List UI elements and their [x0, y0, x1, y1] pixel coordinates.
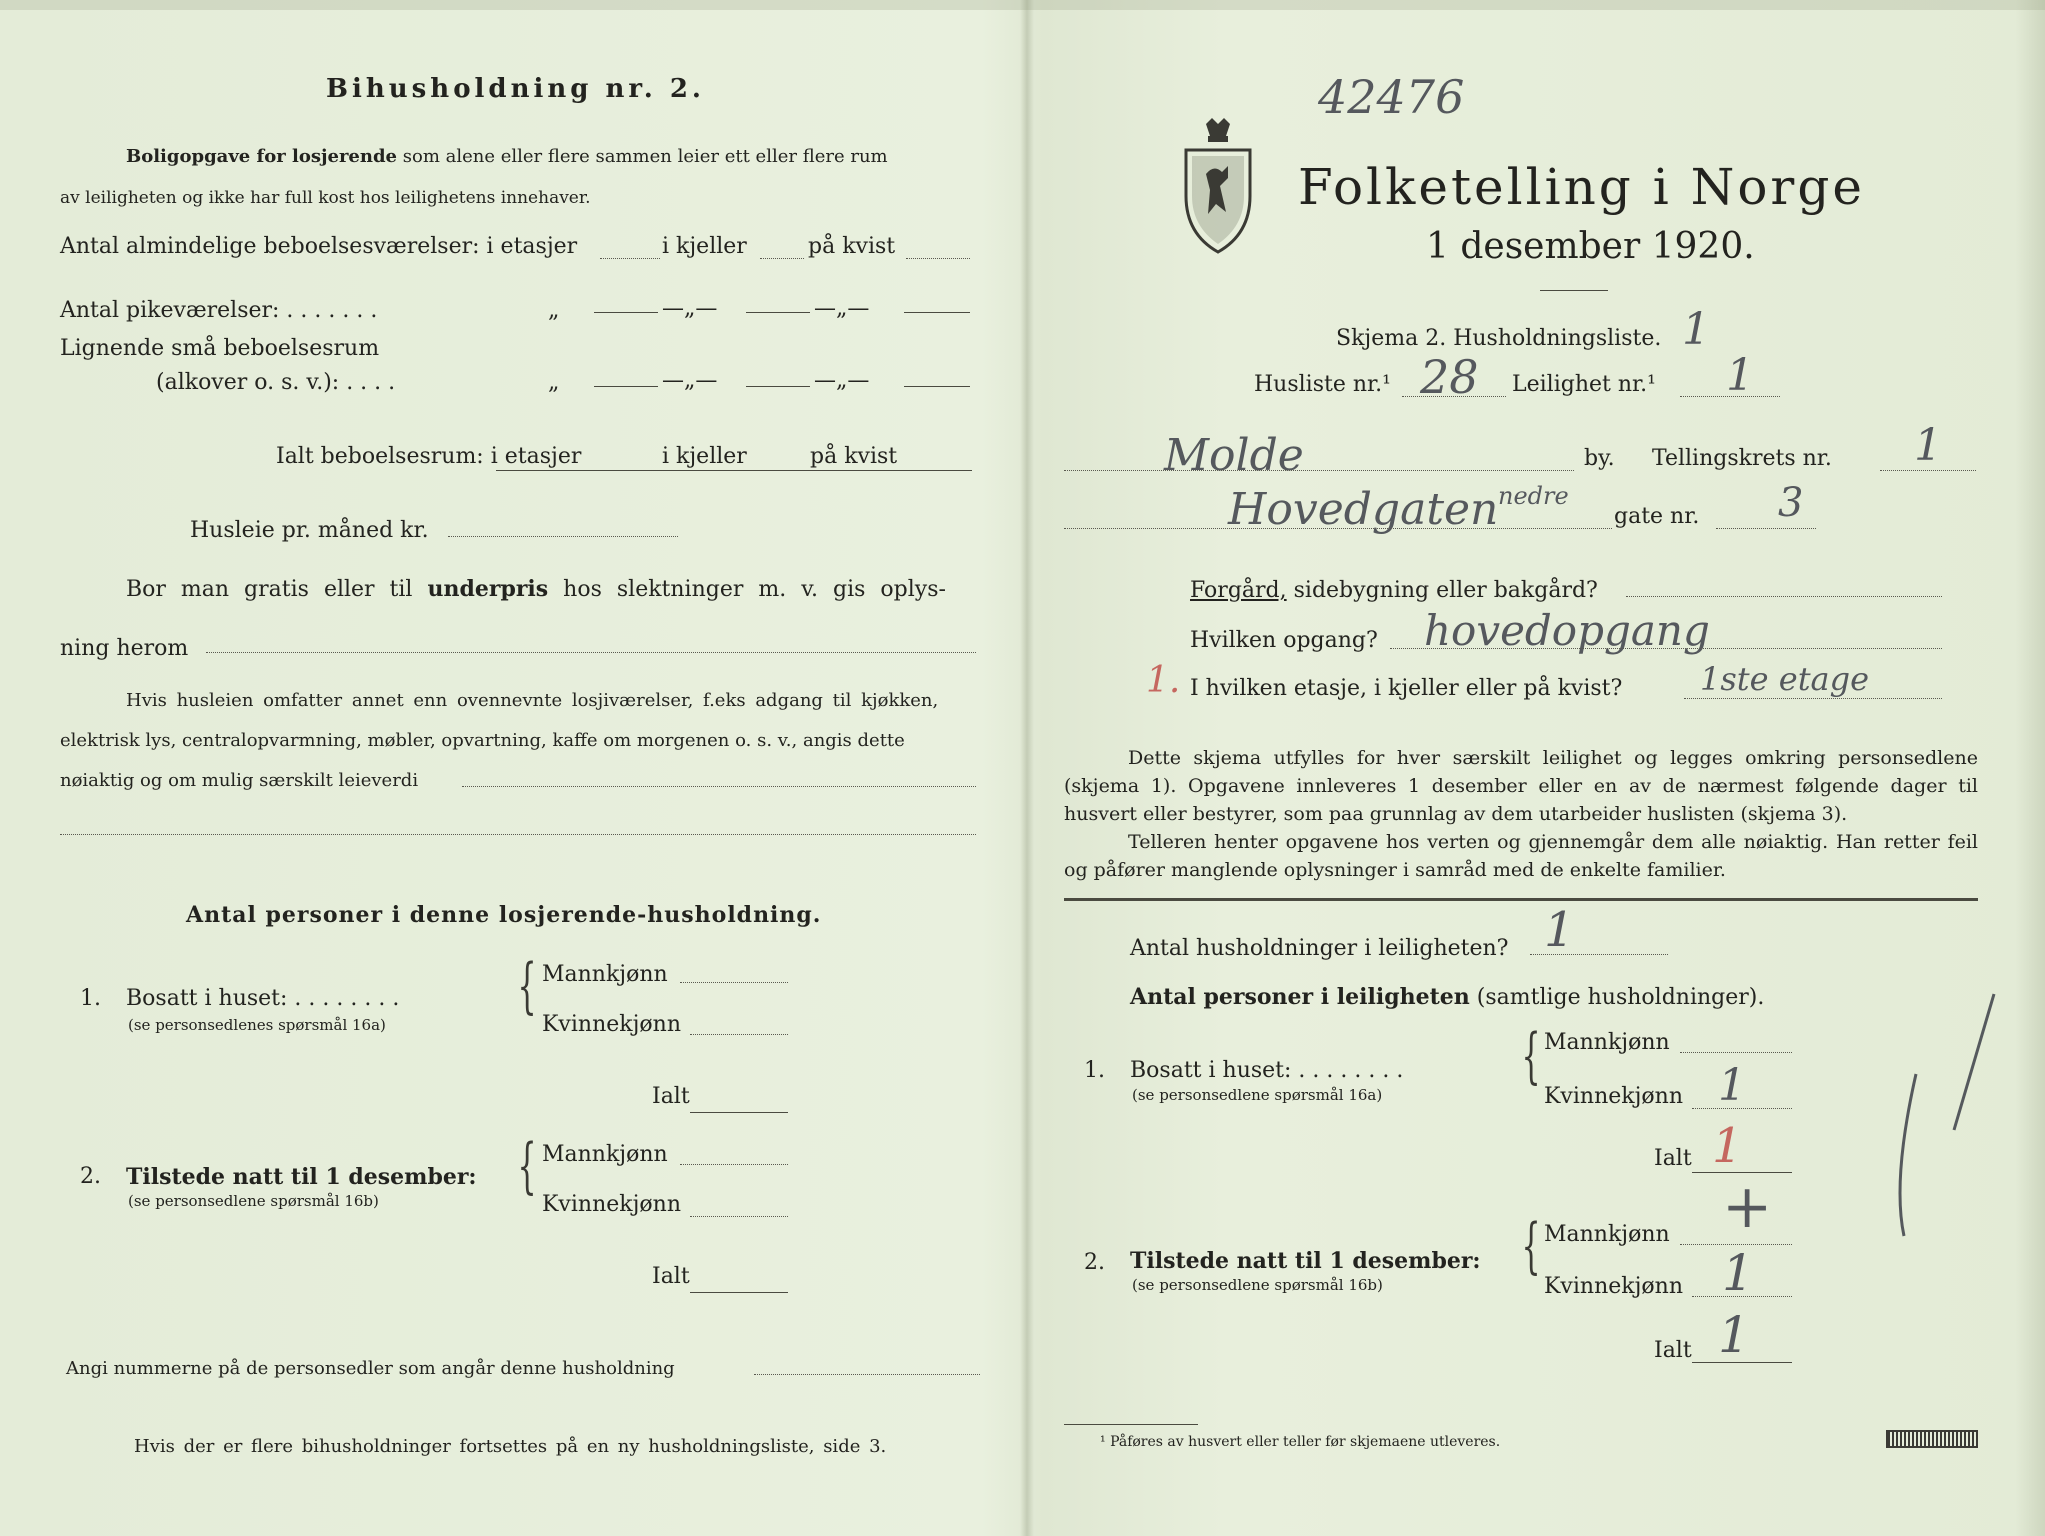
gate-value: 3 — [1778, 480, 1804, 526]
etasje-label: I hvilken etasje, i kjeller eller på kvist? — [1190, 676, 1623, 701]
right-q2-num: 2. — [1084, 1250, 1105, 1275]
archive-number: 42476 — [1318, 70, 1465, 124]
left-q2-total: Ialt — [652, 1264, 690, 1289]
right-q2-brace: { — [1521, 1211, 1541, 1281]
small-kvist-field[interactable] — [904, 386, 970, 387]
right-q1-female: Kvinnekjønn — [1544, 1084, 1683, 1109]
left-q2-num: 2. — [80, 1164, 101, 1189]
maid-etasjer-field[interactable] — [594, 312, 658, 313]
rent-field[interactable] — [448, 536, 678, 537]
right-q2-female-field[interactable] — [1692, 1296, 1792, 1297]
instructions-rule — [1064, 898, 1978, 901]
right-q2-total: Ialt — [1654, 1338, 1692, 1363]
schema-label: Skjema 2. Husholdningsliste. — [1336, 326, 1662, 351]
opgang-field[interactable] — [1390, 648, 1942, 649]
schema-value: 1 — [1682, 304, 1710, 355]
left-q1-male-field[interactable] — [680, 982, 788, 983]
incl-line-3: nøiaktig og om mulig særskilt leieverdi — [60, 770, 419, 791]
right-q1-num: 1. — [1084, 1058, 1105, 1083]
total-kjeller-label: i kjeller — [662, 444, 747, 469]
ditto-dash: —„— — [662, 368, 718, 393]
coat-of-arms-icon — [1176, 116, 1260, 256]
total-rooms-underline — [496, 470, 972, 471]
right-q1-female-value: 1 — [1718, 1060, 1746, 1111]
households-label: Antal husholdninger i leiligheten? — [1130, 936, 1509, 961]
total-rooms-label: Ialt beboelsesrum: i etasjer — [276, 444, 582, 469]
ditto-dash: —„— — [814, 368, 870, 393]
maid-kjeller-field[interactable] — [746, 312, 810, 313]
continue-note: Hvis der er flere bihusholdninger fortsettes på en ny husholdningsliste, side 3. — [134, 1436, 887, 1457]
intro-line-2: av leiligheten og ikke har full kost hos leilighetens innehaver. — [60, 188, 591, 208]
small-etasjer-field[interactable] — [594, 386, 658, 387]
left-q1-male: Mannkjønn — [542, 962, 668, 987]
right-q2-male: Mannkjønn — [1544, 1222, 1670, 1247]
paper-right-edge — [2015, 0, 2045, 1536]
left-q2-label: Tilstede natt til 1 desember: — [126, 1164, 477, 1190]
left-q2-total-field[interactable] — [690, 1292, 788, 1293]
footnote-rule — [1064, 1424, 1198, 1425]
persons-heading-rest: (samtlige husholdninger). — [1476, 985, 1765, 1010]
instructions-1: Dette skjema utfylles for hver særskilt leilighet og legges omkring personsedlene (skjema 1). Opgavene innleveres 1 desember eller en av de nærmest følgende dager til husvert eller bestyrer, som paa grunnlag av dem utarbeider huslisten (skjema 3). — [1064, 747, 1978, 825]
street-value: Hovedgaten — [1228, 484, 1499, 535]
left-q1-female-field[interactable] — [690, 1034, 788, 1035]
leilighet-label: Leilighet nr.¹ — [1512, 372, 1656, 397]
right-q1-male: Mannkjønn — [1544, 1030, 1670, 1055]
street-extra-value: nedre — [1498, 482, 1569, 510]
rooms-kjeller-label: i kjeller — [662, 234, 747, 259]
left-q1-label: Bosatt i huset: . . . . . . . . — [126, 986, 400, 1011]
households-value: 1 — [1544, 902, 1575, 958]
left-q2-brace: { — [517, 1131, 537, 1201]
rooms-kjeller-field[interactable] — [760, 258, 804, 259]
ditto-mark: „ — [548, 370, 560, 395]
incl-field-2[interactable] — [60, 834, 976, 835]
by-label: by. — [1584, 446, 1615, 471]
pencil-check-mark-icon — [1884, 990, 2004, 1270]
left-q2-note: (se personsedlene spørsmål 16b) — [128, 1192, 379, 1210]
instructions-2: Telleren henter opgavene hos verten og gjennemgår dem alle nøiaktig. Han retter feil og påfører manglende oplysninger i samråd med de enkelte familier. — [1064, 831, 1978, 881]
tellingskrets-value: 1 — [1914, 420, 1942, 471]
husliste-field[interactable] — [1402, 396, 1506, 397]
numbers-field[interactable] — [754, 1374, 980, 1375]
right-q1-note: (se personsedlene spørsmål 16a) — [1132, 1086, 1383, 1104]
etasje-field[interactable] — [1684, 698, 1942, 699]
etasje-value: 1ste etage — [1700, 660, 1870, 698]
street-field[interactable] — [1064, 528, 1612, 529]
forgaard-underlined: Forgård, — [1190, 578, 1287, 603]
left-q1-total: Ialt — [652, 1084, 690, 1109]
rent-label: Husleie pr. måned kr. — [190, 518, 429, 543]
numbers-label: Angi nummerne på de personsedler som angår denne husholdning — [66, 1358, 675, 1379]
left-q2-female-field[interactable] — [690, 1216, 788, 1217]
title-rule — [1540, 290, 1608, 291]
husliste-value: 28 — [1420, 350, 1479, 404]
right-q2-total-field[interactable] — [1692, 1362, 1792, 1363]
intro-bold: Boligopgave for losjerende — [126, 146, 398, 167]
husliste-label: Husliste nr.¹ — [1254, 372, 1391, 397]
opgang-label: Hvilken opgang? — [1190, 628, 1378, 653]
tellingskrets-field[interactable] — [1880, 470, 1976, 471]
ditto-dash: —„— — [662, 296, 718, 321]
left-q1-note: (se personsedlenes spørsmål 16a) — [128, 1016, 386, 1034]
right-q1-female-field[interactable] — [1692, 1108, 1792, 1109]
rooms-kvist-field[interactable] — [906, 258, 970, 259]
right-q2-total-value: 1 — [1718, 1306, 1750, 1364]
right-q2-label: Tilstede natt til 1 desember: — [1130, 1248, 1481, 1274]
maid-rooms-label: Antal pikeværelser: . . . . . . . — [60, 298, 378, 323]
forgaard-row — [1190, 578, 1598, 603]
right-title: Folketelling i Norge — [1298, 158, 1865, 216]
incl-line-2: elektrisk lys, centralopvarmning, møbler, opvartning, kaffe om morgenen o. s. v., angis dette — [60, 730, 905, 751]
incl-line-1: Hvis husleien omfatter annet enn ovennevnte losjiværelser, f.eks adgang til kjøkken, — [126, 690, 939, 711]
total-kvist-label: på kvist — [810, 444, 898, 469]
gate-field[interactable] — [1716, 528, 1816, 529]
forgaard-field[interactable] — [1626, 596, 1942, 597]
right-q2-male-value: + — [1722, 1172, 1773, 1242]
rooms-etasjer-field[interactable] — [600, 258, 660, 259]
ditto-mark: „ — [548, 298, 560, 323]
left-title: Bihusholdning nr. 2. — [326, 74, 705, 104]
left-q2-male-field[interactable] — [680, 1164, 788, 1165]
left-q1-female: Kvinnekjønn — [542, 1012, 681, 1037]
intro-line-1 — [126, 146, 888, 167]
left-q2-female: Kvinnekjønn — [542, 1192, 681, 1217]
leilighet-value: 1 — [1726, 350, 1754, 401]
opgang-value: hovedopgang — [1424, 606, 1710, 655]
small-rooms-label-1: Lignende små beboelsesrum — [60, 336, 380, 361]
small-kjeller-field[interactable] — [746, 386, 810, 387]
right-q1-male-field[interactable] — [1680, 1052, 1792, 1053]
right-q1-brace: { — [1521, 1021, 1541, 1091]
maid-kvist-field[interactable] — [904, 312, 970, 313]
right-q1-total-value: 1 — [1712, 1118, 1743, 1174]
tellingskrets-label: Tellingskrets nr. — [1652, 446, 1832, 471]
forgaard-label: sidebygning eller bakgård? — [1293, 578, 1598, 603]
small-rooms-label-2: (alkover o. s. v.): . . . . — [156, 370, 396, 395]
left-q1-num: 1. — [80, 986, 101, 1011]
left-q2-male: Mannkjønn — [542, 1142, 668, 1167]
ditto-dash: —„— — [814, 296, 870, 321]
intro-rest: som alene eller flere sammen leier ett eller flere rum — [402, 146, 888, 167]
left-q1-brace: { — [517, 951, 537, 1021]
persons-heading-left: Antal personer i denne losjerende-husholdning. — [186, 902, 822, 928]
free-line-1-a: Bor man gratis eller til — [126, 577, 413, 602]
city-field[interactable] — [1064, 470, 1574, 471]
free-line-1-bold: underpris — [427, 576, 549, 602]
right-q1-total: Ialt — [1654, 1146, 1692, 1171]
city-value: Molde — [1164, 430, 1304, 481]
rooms-kvist-label: på kvist — [808, 234, 896, 259]
persons-heading-bold: Antal personer i leiligheten — [1130, 984, 1470, 1010]
etasje-margin-mark: 1. — [1146, 660, 1181, 701]
census-date: 1 desember 1920. — [1426, 226, 1755, 267]
incl-field[interactable] — [462, 786, 976, 787]
right-q1-label: Bosatt i huset: . . . . . . . . — [1130, 1058, 1404, 1083]
rooms-label: Antal almindelige beboelsesværelser: i etasjer — [60, 234, 578, 259]
free-info-field[interactable] — [206, 652, 976, 653]
leilighet-field[interactable] — [1680, 396, 1780, 397]
page-fold — [1020, 0, 1034, 1536]
printer-stamp — [1886, 1430, 1978, 1448]
right-q2-female: Kvinnekjønn — [1544, 1274, 1683, 1299]
persons-heading-right — [1130, 984, 1764, 1010]
right-q2-female-value: 1 — [1722, 1244, 1754, 1302]
free-line-1-b: hos slektninger m. v. gis oplys- — [563, 577, 946, 602]
free-line-1 — [126, 576, 946, 602]
free-line-2: ning herom — [60, 636, 189, 661]
households-field[interactable] — [1530, 954, 1668, 955]
gate-label: gate nr. — [1614, 504, 1700, 529]
right-q2-note: (se personsedlene spørsmål 16b) — [1132, 1276, 1383, 1294]
footnote: ¹ Påføres av husvert eller teller før skjemaene utleveres. — [1100, 1434, 1501, 1450]
left-q1-total-field[interactable] — [690, 1112, 788, 1113]
